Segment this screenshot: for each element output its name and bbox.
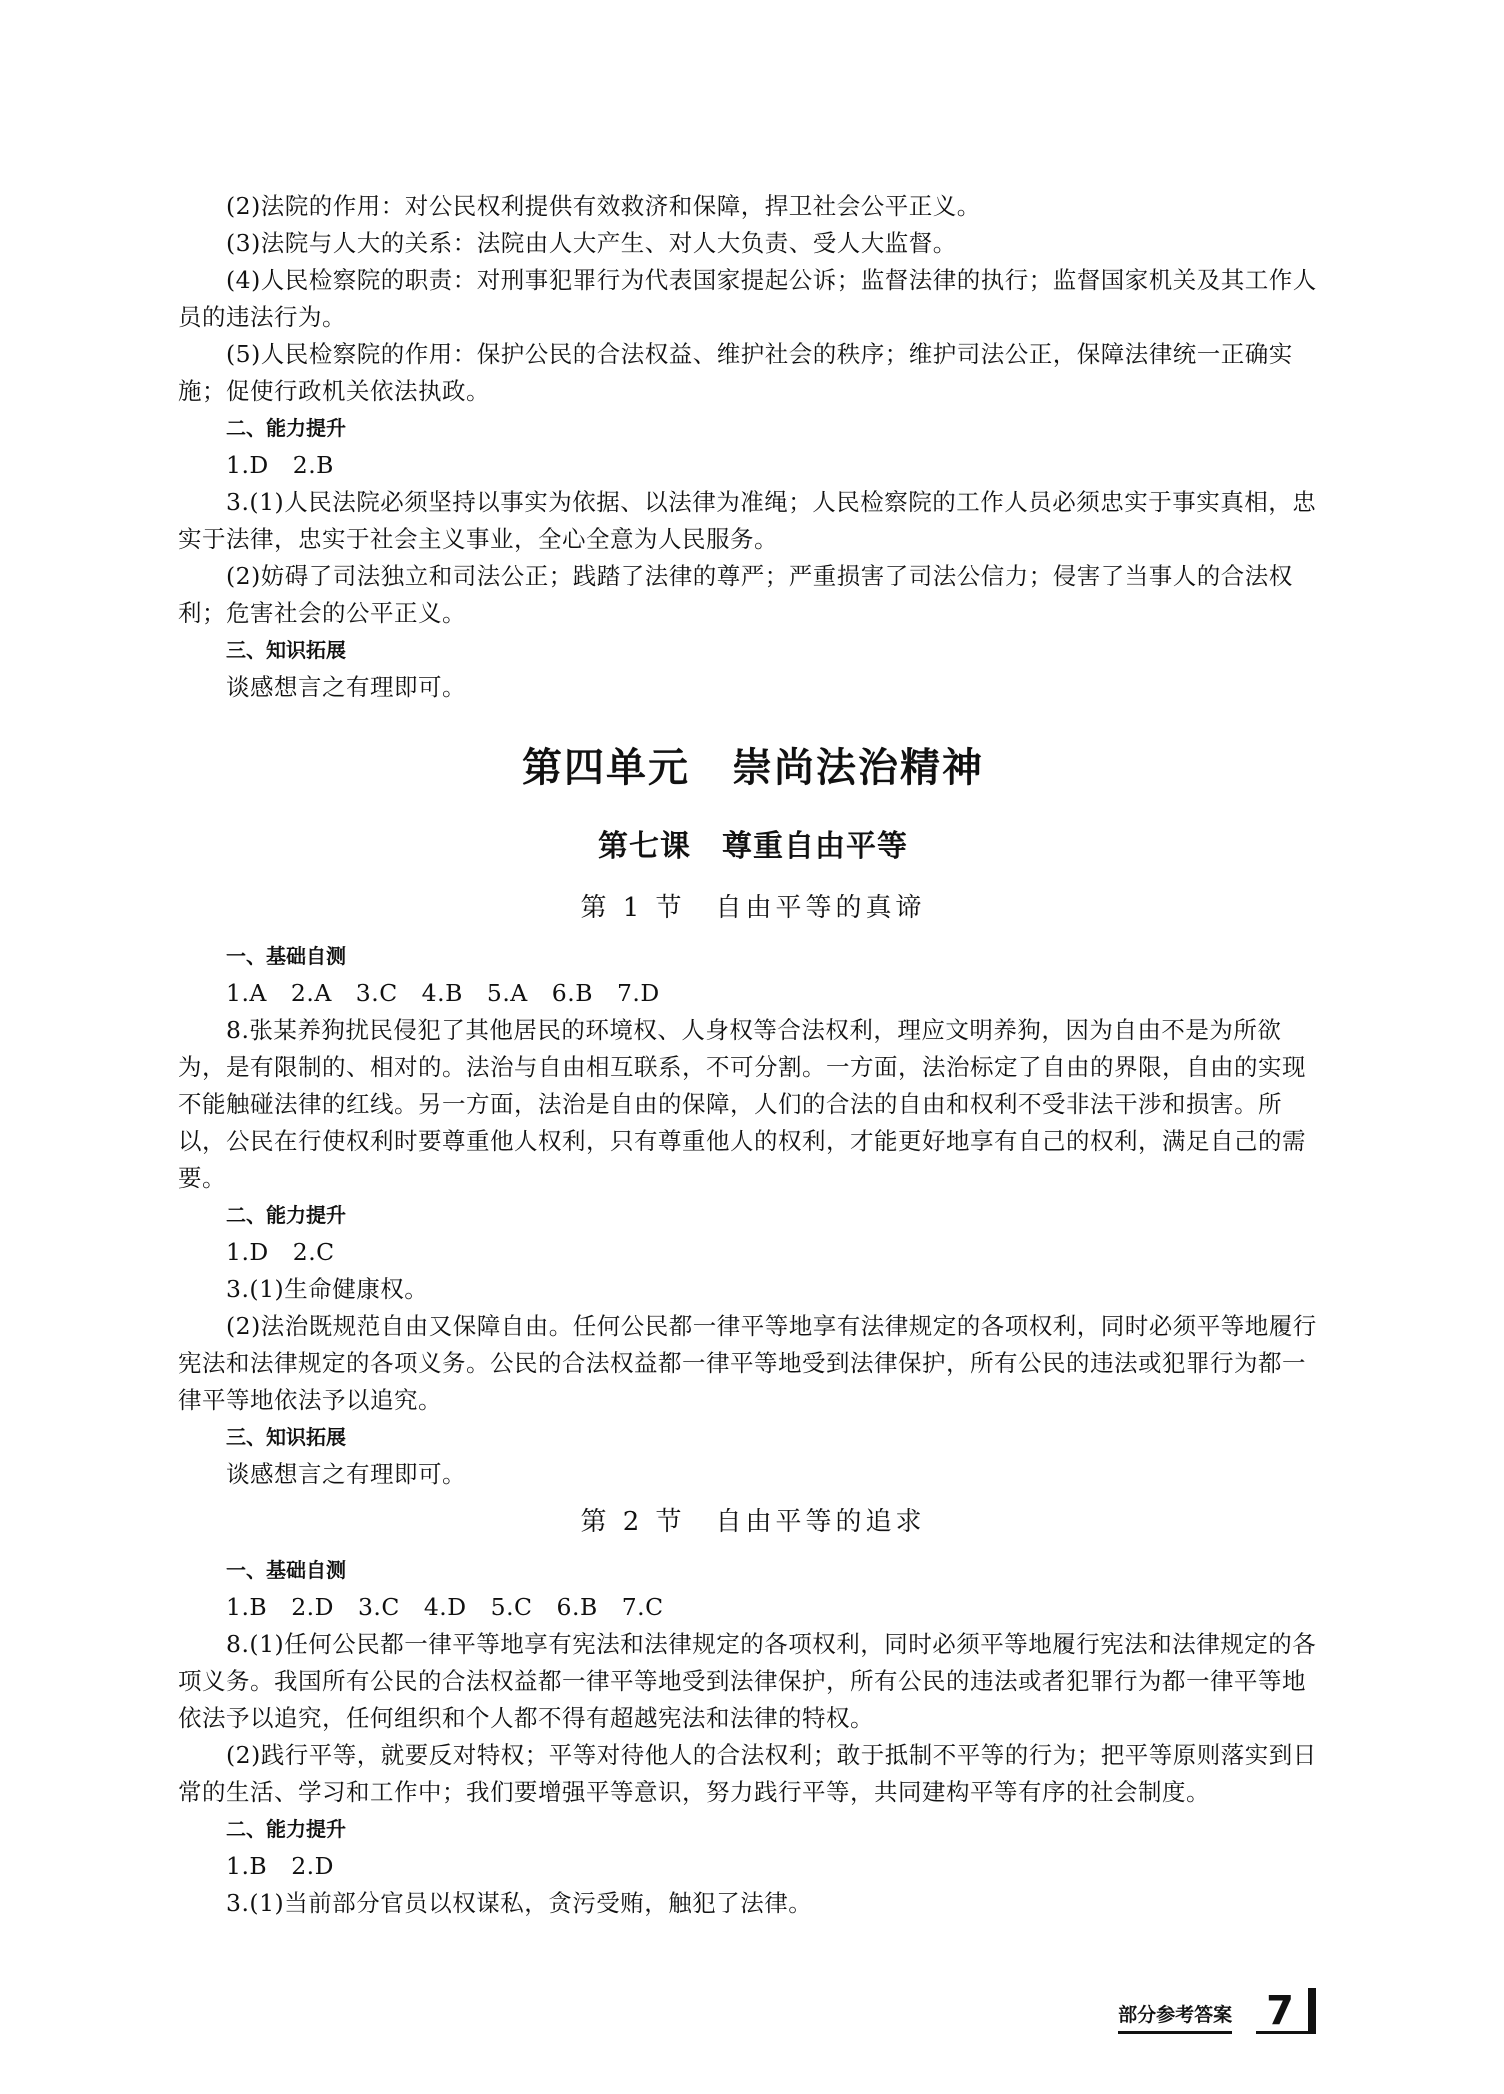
- section-2-basic-heading: 一、基础自测: [226, 1558, 346, 1582]
- court-function-paragraph: (2)法院的作用：对公民权利提供有效救济和保障，捍卫社会公平正义。: [226, 192, 981, 220]
- page-number: 7: [1256, 1991, 1308, 2034]
- section-2-ability-q3-part1: 3.(1)当前部分官员以权谋私，贪污受贿，触犯了法律。: [226, 1889, 813, 1917]
- section-1-ability-q3-part2: (2)法治既规范自由又保障自由。任何公民都一律平等地享有法律规定的各项权利，同时必须平等地履行宪法和法律规定的各项义务。公民的合法权益都一律平等地受到法律保护，所有公民的违法或犯罪行为都一律平等地依法予以追究。: [178, 1312, 1317, 1414]
- procuratorate-role-paragraph: (5)人民检察院的作用：保护公民的合法权益、维护社会的秩序；维护司法公正，保障法律统一正确实施；促使行政机关依法执政。: [178, 340, 1293, 405]
- section-2-ability-heading: 二、能力提升: [226, 1817, 346, 1841]
- page-footer: [1118, 1988, 1316, 2034]
- procuratorate-duty-paragraph: (4)人民检察院的职责：对刑事犯罪行为代表国家提起公诉；监督法律的执行；监督国家机关及其工作人员的违法行为。: [178, 266, 1317, 331]
- unit-title: 第四单元 崇尚法治精神: [522, 745, 984, 791]
- ability-heading: 二、能力提升: [226, 416, 346, 440]
- section-1-ability-q3-part1: 3.(1)生命健康权。: [226, 1275, 429, 1303]
- ability-q3-part2: (2)妨碍了司法独立和司法公正；践踏了法律的尊严；严重损害了司法公信力；侵害了当事人的合法权利；危害社会的公平正义。: [178, 562, 1293, 627]
- court-npc-relation-paragraph: (3)法院与人大的关系：法院由人大产生、对人大负责、受人大监督。: [226, 229, 957, 257]
- section-2-basic-q8-part2: (2)践行平等，就要反对特权；平等对待他人的合法权利；敢于抵制不平等的行为；把平等原则落实到日常的生活、学习和工作中；我们要增强平等意识，努力践行平等，共同建构平等有序的社会制度。: [178, 1741, 1317, 1806]
- section-1-basic-answers: 1.A 2.A 3.C 4.B 5.A 6.B 7.D: [226, 979, 660, 1007]
- document-page: [178, 188, 1328, 1922]
- section-1-ability-heading: 二、能力提升: [226, 1203, 346, 1227]
- section-2-basic-answers: 1.B 2.D 3.C 4.D 5.C 6.B 7.C: [226, 1593, 664, 1621]
- section-1-ability-answers: 1.D 2.C: [226, 1238, 335, 1266]
- section-1-title: 第 1 节 自由平等的真谛: [580, 893, 926, 923]
- section-1-basic-q8: 8.张某养狗扰民侵犯了其他居民的环境权、人身权等合法权利，理应文明养狗，因为自由不是为所欲为，是有限制的、相对的。法治与自由相互联系，不可分割。一方面，法治标定了自由的界限，自由的实现不能触碰法律的红线。另一方面，法治是自由的保障，人们的合法的自由和权利不受非法干涉和损害。所以，公民在行使权利时要尊重他人权利，只有尊重他人的权利，才能更好地享有自己的权利，满足自己的需要。: [178, 1016, 1306, 1192]
- section-1-basic-heading: 一、基础自测: [226, 944, 346, 968]
- section-2-basic-q8-part1: 8.(1)任何公民都一律平等地享有宪法和法律规定的各项权利，同时必须平等地履行宪法和法律规定的各项义务。我国所有公民的合法权益都一律平等地受到法律保护，所有公民的违法或者犯罪行为都一律平等地依法予以追究，任何组织和个人都不得有超越宪法和法律的特权。: [178, 1630, 1317, 1732]
- section-1-extension-heading: 三、知识拓展: [226, 1425, 346, 1449]
- section-2-title: 第 2 节 自由平等的追求: [580, 1507, 926, 1537]
- lesson-title: 第七课 尊重自由平等: [598, 829, 908, 864]
- ability-q3-part1: 3.(1)人民法院必须坚持以事实为依据、以法律为准绳；人民检察院的工作人员必须忠实于事实真相，忠实于法律，忠实于社会主义事业，全心全意为人民服务。: [178, 488, 1317, 553]
- ability-answers: 1.D 2.B: [226, 451, 334, 479]
- section-2-ability-answers: 1.B 2.D: [226, 1852, 334, 1880]
- section-1-extension-text: 谈感想言之有理即可。: [226, 1460, 466, 1488]
- extension-heading: 三、知识拓展: [226, 638, 346, 662]
- footer-label: 部分参考答案: [1118, 2000, 1232, 2034]
- extension-text: 谈感想言之有理即可。: [226, 673, 466, 701]
- page-number-bar: [1308, 1988, 1316, 2034]
